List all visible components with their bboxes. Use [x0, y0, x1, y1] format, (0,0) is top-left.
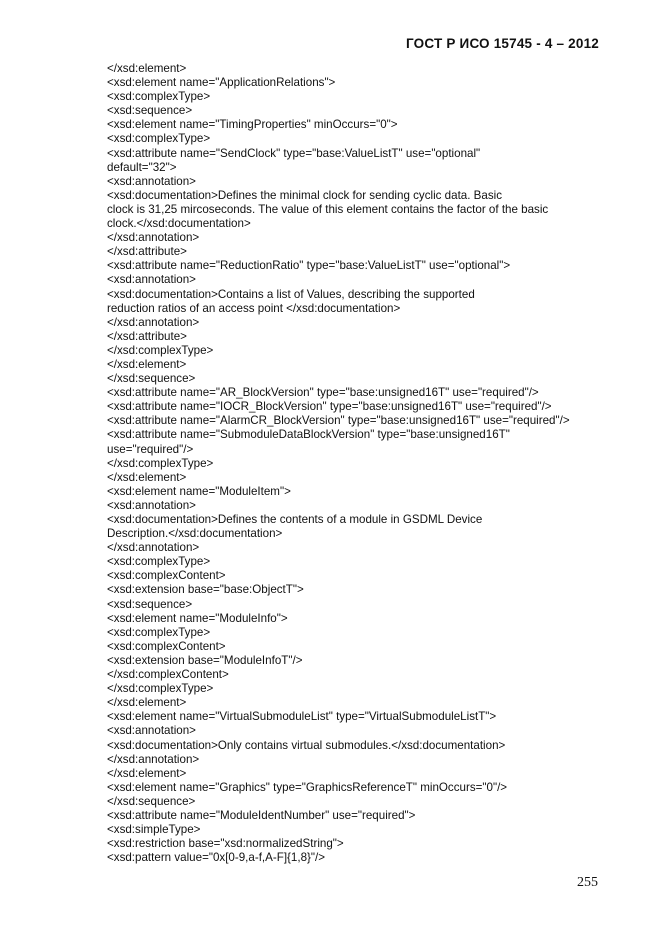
code-line: <xsd:annotation>	[107, 724, 196, 738]
code-line: clock.</xsd:documentation>	[107, 217, 251, 231]
code-line: <xsd:sequence>	[107, 597, 193, 611]
code-line: reduction ratios of an access point </xsd:documentation>	[107, 301, 401, 315]
code-line: <xsd:annotation>	[107, 273, 196, 287]
code-line: </xsd:element>	[107, 357, 187, 371]
code-line: <xsd:element name="TimingProperties" minOccurs="0">	[107, 118, 398, 132]
code-line: <xsd:attribute name="AlarmCR_BlockVersion" type="base:unsigned16T" use="required"/>	[107, 414, 570, 428]
code-line: <xsd:documentation>Contains a list of Values, describing the supported	[107, 287, 475, 301]
code-line: </xsd:complexType>	[107, 682, 214, 696]
code-line: </xsd:complexType>	[107, 343, 214, 357]
code-line: <xsd:element name="Graphics" type="GraphicsReferenceT" minOccurs="0"/>	[107, 780, 508, 794]
code-line: <xsd:complexType>	[107, 90, 211, 104]
document-header: ГОСТ Р ИСО 15745 - 4 – 2012	[406, 36, 599, 51]
code-line: </xsd:element>	[107, 470, 187, 484]
code-line: <xsd:complexContent>	[107, 639, 226, 653]
code-line: <xsd:sequence>	[107, 104, 193, 118]
code-line: </xsd:sequence>	[107, 372, 196, 386]
code-line: </xsd:complexType>	[107, 456, 214, 470]
code-line: <xsd:attribute name="SendClock" type="base:ValueListT" use="optional"	[107, 146, 481, 160]
code-line: <xsd:attribute name="SubmoduleDataBlockVersion" type="base:unsigned16T"	[107, 428, 510, 442]
code-line: <xsd:extension base="ModuleInfoT"/>	[107, 653, 303, 667]
code-line: use="required"/>	[107, 442, 194, 456]
code-line: </xsd:annotation>	[107, 752, 200, 766]
code-line: <xsd:attribute name="ModuleIdentNumber" use="required">	[107, 808, 416, 822]
code-line: </xsd:annotation>	[107, 231, 200, 245]
code-line: </xsd:annotation>	[107, 541, 200, 555]
code-line: <xsd:element name="ModuleItem">	[107, 484, 291, 498]
code-line: <xsd:complexType>	[107, 555, 211, 569]
code-line: </xsd:attribute>	[107, 329, 187, 343]
code-line: <xsd:annotation>	[107, 498, 196, 512]
code-line: <xsd:simpleType>	[107, 823, 201, 837]
code-line: <xsd:attribute name="IOCR_BlockVersion" type="base:unsigned16T" use="required"/>	[107, 400, 552, 414]
code-line: <xsd:attribute name="AR_BlockVersion" type="base:unsigned16T" use="required"/>	[107, 386, 539, 400]
page-number: 255	[577, 875, 598, 890]
code-line: <xsd:extension base="base:ObjectT">	[107, 583, 304, 597]
code-line: <xsd:element name="ApplicationRelations">	[107, 76, 336, 90]
code-line: <xsd:pattern value="0x[0-9,a-f,A-F]{1,8}"/>	[107, 851, 326, 865]
code-line: <xsd:attribute name="ReductionRatio" type="base:ValueListT" use="optional">	[107, 259, 511, 273]
code-line: clock is 31,25 mircoseconds. The value of this element contains the factor of the basic	[107, 202, 549, 216]
code-line: </xsd:sequence>	[107, 794, 196, 808]
code-line: <xsd:restriction base="xsd:normalizedString">	[107, 837, 344, 851]
code-line: </xsd:complexContent>	[107, 668, 229, 682]
code-line: <xsd:element name="ModuleInfo">	[107, 611, 288, 625]
code-line: Description.</xsd:documentation>	[107, 527, 283, 541]
code-line: <xsd:element name="VirtualSubmoduleList" type="VirtualSubmoduleListT">	[107, 710, 497, 724]
code-line: <xsd:complexType>	[107, 625, 211, 639]
code-line: <xsd:annotation>	[107, 174, 196, 188]
code-line: <xsd:complexType>	[107, 132, 211, 146]
code-line: </xsd:attribute>	[107, 245, 187, 259]
code-line: <xsd:documentation>Defines the contents of a module in GSDML Device	[107, 513, 483, 526]
code-line: <xsd:documentation>Defines the minimal clock for sending cyclic data. Basic	[107, 188, 503, 202]
code-line: <xsd:complexContent>	[107, 569, 226, 583]
code-line: default="32">	[107, 160, 177, 174]
code-line: <xsd:documentation>Only contains virtual submodules.</xsd:documentation>	[107, 738, 506, 752]
xsd-code-listing	[107, 62, 607, 865]
code-line: </xsd:element>	[107, 766, 187, 780]
code-line: </xsd:annotation>	[107, 315, 200, 329]
code-line: </xsd:element>	[107, 62, 187, 75]
code-line: </xsd:element>	[107, 696, 187, 710]
